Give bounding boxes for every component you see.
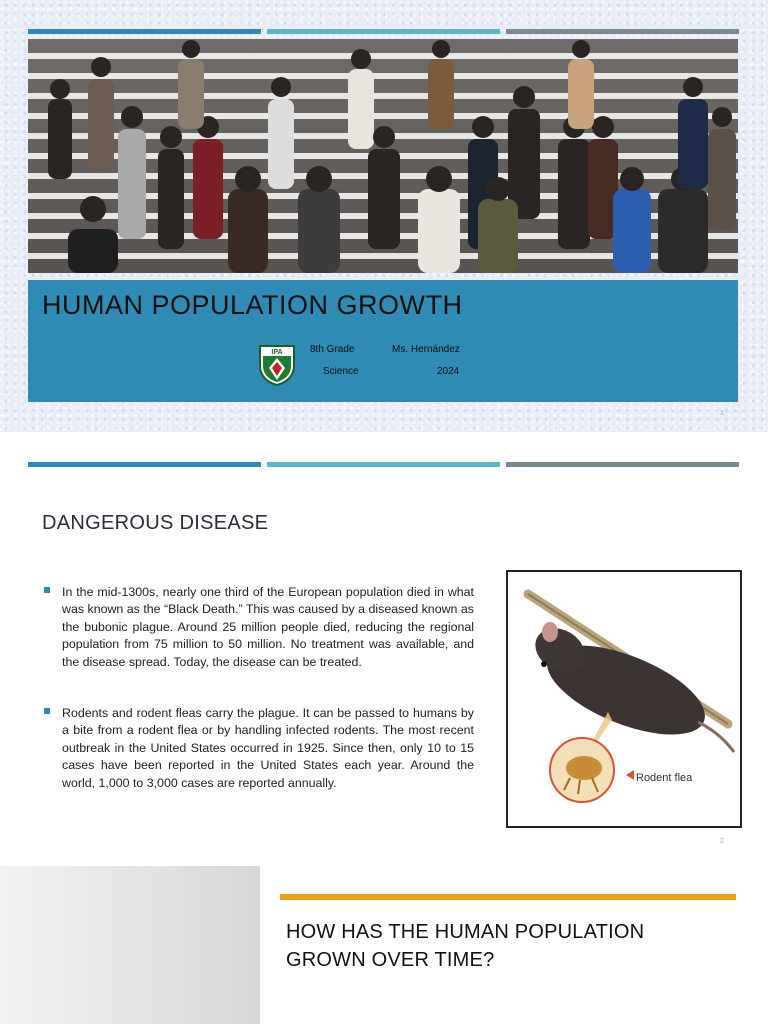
bullet-text: In the mid-1300s, nearly one third of the European population died in what was known as the “Black Death.” This was caused by a diseased known as the bubonic plague. Around 25 million people died, reducing the regional population from 75 million to 50 million. No treatment was available, and the disease spread. Today, the disease can be treated. bbox=[62, 585, 474, 669]
rodent-flea-figure bbox=[506, 570, 742, 828]
bullet-item bbox=[44, 584, 474, 671]
page-number: 2 bbox=[720, 838, 724, 845]
bullet-square-icon bbox=[44, 708, 50, 714]
top-bar-teal bbox=[267, 29, 500, 34]
accent-bar bbox=[280, 894, 736, 900]
teacher-label: Ms. Hernández bbox=[392, 344, 460, 355]
year-label: 2024 bbox=[437, 366, 460, 377]
top-bar-blue bbox=[28, 29, 261, 34]
bullet-square-icon bbox=[44, 587, 50, 593]
title-slide bbox=[0, 0, 768, 432]
gray-side-panel bbox=[0, 866, 260, 1024]
slide-heading: DANGEROUS DISEASE bbox=[42, 512, 269, 534]
svg-text:IPA: IPA bbox=[271, 349, 283, 356]
rodent-flea-label: Rodent flea bbox=[636, 772, 693, 784]
bullet-text: Rodents and rodent fleas carry the plague. It can be passed to humans by a bite from a rodent flea or by handling infected rodents. The most recent outbreak in the United States occurred in 1925. Since then, only 10 to 15 cases have been reported in the United States each year. Around the world, 1,000 to 3,000 cases are reported annually. bbox=[62, 706, 474, 790]
page-number: 1 bbox=[720, 410, 724, 417]
bullet-item bbox=[44, 705, 474, 792]
grade-label: 8th Grade bbox=[310, 344, 355, 355]
title-band bbox=[28, 280, 738, 402]
top-bar-gray bbox=[506, 29, 739, 34]
content-slide-disease bbox=[0, 448, 768, 850]
presentation-title: HUMAN POPULATION GROWTH bbox=[42, 290, 463, 320]
rat-on-branch-illustration bbox=[508, 572, 740, 826]
subject-label: Science bbox=[323, 366, 359, 377]
top-bar-teal bbox=[267, 462, 500, 467]
content-slide-growth bbox=[0, 866, 768, 1024]
top-bar-gray bbox=[506, 462, 739, 467]
crowd-photo bbox=[28, 39, 738, 273]
top-bar-blue bbox=[28, 462, 261, 467]
school-crest-logo bbox=[258, 344, 296, 386]
slide-heading: HOW HAS THE HUMAN POPULATION GROWN OVER TIME? bbox=[286, 921, 645, 971]
